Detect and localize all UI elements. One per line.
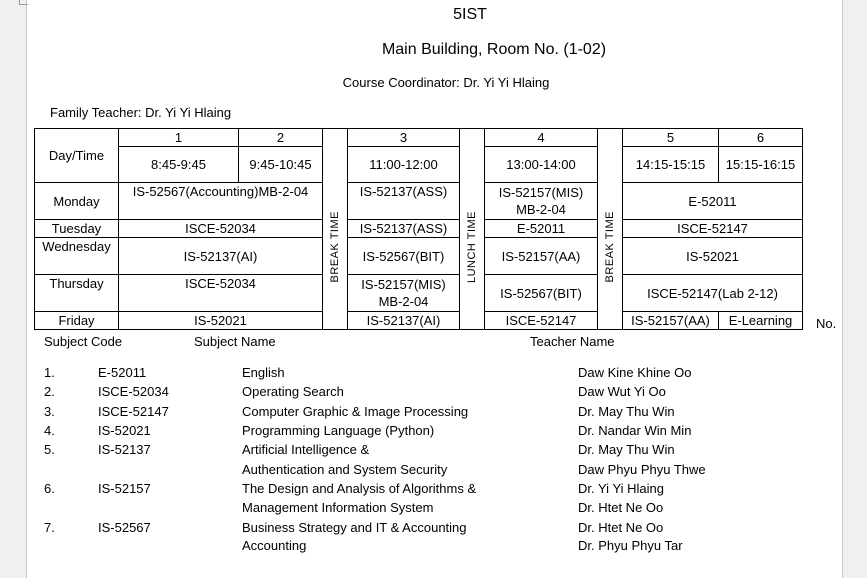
morning-break-label: BREAK TIME bbox=[328, 211, 341, 283]
page-corner-mark bbox=[19, 0, 28, 5]
list-item bbox=[0, 404, 867, 423]
friday-p6: E-Learning bbox=[719, 312, 803, 330]
period-time-1: 8:45-9:45 bbox=[119, 147, 239, 183]
period-no-2: 2 bbox=[239, 129, 323, 147]
period-time-2: 9:45-10:45 bbox=[239, 147, 323, 183]
tuesday-p56: ISCE-52147 bbox=[623, 220, 803, 238]
subject-no: 4. bbox=[44, 423, 55, 438]
teacher-name-header: Teacher Name bbox=[530, 334, 615, 349]
list-item bbox=[0, 481, 867, 500]
period-time-5: 14:15-15:15 bbox=[623, 147, 719, 183]
subject-code: IS-52021 bbox=[98, 423, 151, 438]
lunch-break-label: LUNCH TIME bbox=[465, 210, 478, 284]
period-no-3: 3 bbox=[348, 129, 460, 147]
day-time-header: Day/Time bbox=[35, 129, 119, 183]
day-friday: Friday bbox=[35, 312, 119, 330]
morning-break-column bbox=[323, 129, 348, 330]
list-item bbox=[0, 365, 867, 384]
no-column-label: No. bbox=[816, 316, 837, 331]
list-item bbox=[0, 442, 867, 461]
teacher-name: Dr. Yi Yi Hlaing bbox=[578, 481, 664, 496]
teacher-name: Dr. Phyu Phyu Tar bbox=[578, 538, 683, 553]
day-thursday: Thursday bbox=[35, 275, 119, 312]
subject-no: 2. bbox=[44, 384, 55, 399]
subject-code: E-52011 bbox=[98, 365, 147, 380]
tuesday-p12: ISCE-52034 bbox=[119, 220, 323, 238]
subject-name: Artificial Intelligence & bbox=[242, 442, 370, 457]
location-title: Main Building, Room No. (1-02) bbox=[381, 41, 607, 58]
subject-name: Accounting bbox=[242, 538, 307, 553]
wednesday-p4: IS-52157(AA) bbox=[485, 238, 598, 275]
class-title: 5IST bbox=[453, 6, 487, 23]
subject-name: English bbox=[242, 365, 285, 380]
list-item bbox=[0, 520, 867, 539]
monday-p3: IS-52137(ASS) bbox=[348, 183, 460, 220]
afternoon-break-label: BREAK TIME bbox=[603, 211, 616, 283]
subject-code-header: Subject Code bbox=[44, 334, 123, 349]
friday-p12: IS-52021 bbox=[119, 312, 323, 330]
course-coordinator: Course Coordinator: Dr. Yi Yi Hlaing bbox=[342, 75, 550, 90]
period-no-4: 4 bbox=[485, 129, 598, 147]
period-time-3: 11:00-12:00 bbox=[348, 147, 460, 183]
list-item bbox=[0, 384, 867, 403]
subject-no: 6. bbox=[44, 481, 55, 496]
period-time-4: 13:00-14:00 bbox=[485, 147, 598, 183]
day-tuesday: Tuesday bbox=[35, 220, 119, 238]
subject-name: Operating Search bbox=[242, 384, 344, 399]
monday-p56: E-52011 bbox=[623, 183, 803, 220]
subject-no: 7. bbox=[44, 520, 55, 535]
thursday-p56: ISCE-52147(Lab 2-12) bbox=[623, 275, 803, 312]
subject-name-header: Subject Name bbox=[194, 334, 276, 349]
teacher-name: Daw Kine Khine Oo bbox=[578, 365, 692, 380]
period-no-5: 5 bbox=[623, 129, 719, 147]
list-item bbox=[0, 538, 867, 557]
subject-name: Computer Graphic & Image Processing bbox=[242, 404, 469, 419]
timetable bbox=[34, 128, 803, 330]
teacher-name: Dr. May Thu Win bbox=[578, 404, 675, 419]
subject-name: Programming Language (Python) bbox=[242, 423, 435, 438]
teacher-name: Daw Phyu Phyu Thwe bbox=[578, 462, 706, 477]
subject-no: 3. bbox=[44, 404, 55, 419]
friday-p4: ISCE-52147 bbox=[485, 312, 598, 330]
afternoon-break-column bbox=[598, 129, 623, 330]
list-item bbox=[0, 462, 867, 481]
day-wednesday: Wednesday bbox=[35, 238, 119, 275]
day-monday: Monday bbox=[35, 183, 119, 220]
list-item bbox=[0, 423, 867, 442]
wednesday-p56: IS-52021 bbox=[623, 238, 803, 275]
monday-p12: IS-52567(Accounting)MB-2-04 bbox=[119, 183, 323, 220]
subject-code: ISCE-52034 bbox=[98, 384, 169, 399]
teacher-name: Dr. Htet Ne Oo bbox=[578, 500, 664, 515]
tuesday-p3: IS-52137(ASS) bbox=[348, 220, 460, 238]
period-no-6: 6 bbox=[719, 129, 803, 147]
subject-name: Management Information System bbox=[242, 500, 434, 515]
subject-name: Authentication and System Security bbox=[242, 462, 448, 477]
subject-name: Business Strategy and IT & Accounting bbox=[242, 520, 467, 535]
thursday-p3: IS-52157(MIS) MB-2-04 bbox=[348, 275, 460, 312]
subject-name: The Design and Analysis of Algorithms & bbox=[242, 481, 477, 496]
list-item bbox=[0, 500, 867, 519]
friday-p5: IS-52157(AA) bbox=[623, 312, 719, 330]
teacher-name: Dr. Htet Ne Oo bbox=[578, 520, 664, 535]
subject-code: IS-52157 bbox=[98, 481, 151, 496]
teacher-name: Daw Wut Yi Oo bbox=[578, 384, 666, 399]
teacher-name: Dr. May Thu Win bbox=[578, 442, 675, 457]
wednesday-p3: IS-52567(BIT) bbox=[348, 238, 460, 275]
monday-p4: IS-52157(MIS) MB-2-04 bbox=[485, 183, 598, 220]
subject-code: IS-52567 bbox=[98, 520, 151, 535]
period-no-1: 1 bbox=[119, 129, 239, 147]
subject-no: 5. bbox=[44, 442, 55, 457]
period-time-6: 15:15-16:15 bbox=[719, 147, 803, 183]
subject-code: IS-52137 bbox=[98, 442, 151, 457]
teacher-name: Dr. Nandar Win Min bbox=[578, 423, 692, 438]
friday-p3: IS-52137(AI) bbox=[348, 312, 460, 330]
lunch-break-column bbox=[460, 129, 485, 330]
wednesday-p12: IS-52137(AI) bbox=[119, 238, 323, 275]
family-teacher: Family Teacher: Dr. Yi Yi Hlaing bbox=[50, 105, 232, 120]
thursday-p4: IS-52567(BIT) bbox=[485, 275, 598, 312]
thursday-p12: ISCE-52034 bbox=[119, 275, 323, 312]
tuesday-p4: E-52011 bbox=[485, 220, 598, 238]
subject-no: 1. bbox=[44, 365, 55, 380]
subject-code: ISCE-52147 bbox=[98, 404, 169, 419]
